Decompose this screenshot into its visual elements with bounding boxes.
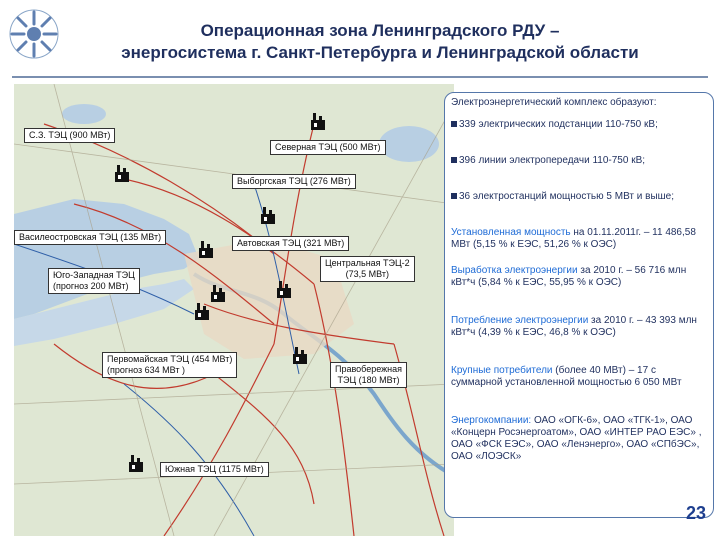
title-divider bbox=[12, 76, 708, 78]
power-plant-icon bbox=[128, 454, 144, 472]
bullet-icon bbox=[451, 121, 457, 127]
power-plant-icon bbox=[194, 302, 210, 320]
station-label-vasileostrovskaya: Василеостровская ТЭЦ (135 МВт) bbox=[14, 230, 166, 245]
power-plant-icon bbox=[198, 240, 214, 258]
bullet-icon bbox=[451, 157, 457, 163]
panel-item-major-consumers: Крупные потребители (более 40 МВт) – 17 с суммарной установленной мощностью 6 050 МВт bbox=[451, 365, 682, 388]
page-number: 23 bbox=[685, 503, 706, 523]
station-label-pervomayskaya: Первомайская ТЭЦ (454 МВт) (прогноз 634 МВт ) bbox=[102, 352, 237, 378]
power-plant-icon bbox=[292, 346, 308, 364]
station-label-pravoberezhnaya: Правобережная ТЭЦ (180 МВт) bbox=[330, 362, 407, 388]
station-label-centralnaya-2: Центральная ТЭЦ-2 (73,5 МВт) bbox=[320, 256, 415, 282]
station-label-sz-tec: С.З. ТЭЦ (900 МВт) bbox=[24, 128, 115, 143]
bullet-icon bbox=[451, 193, 457, 199]
panel-item-lines: 396 линии электропередачи 110-750 кВ; bbox=[451, 155, 707, 167]
panel-item-power-stations: 36 электростанций мощностью 5 МВт и выше; bbox=[451, 191, 707, 203]
power-plant-icon bbox=[276, 280, 292, 298]
station-label-vyborgskaya: Выборгская ТЭЦ (276 МВт) bbox=[232, 174, 356, 189]
info-panel bbox=[444, 92, 714, 518]
energy-system-map bbox=[14, 84, 454, 536]
panel-item-installed-capacity: Установленная мощность на 01.11.2011г. – 11 486,58 МВт (5,15 % к ЕЭС, 51,26 % к ОЭС) bbox=[451, 227, 696, 250]
panel-heading: Электроэнергетический комплекс образуют: bbox=[451, 97, 657, 108]
station-label-yugo-zapadnaya: Юго-Западная ТЭЦ (прогноз 200 МВт) bbox=[48, 268, 140, 294]
station-label-yuzhnaya: Южная ТЭЦ (1175 МВт) bbox=[160, 462, 269, 477]
panel-item-consumption: Потребление электроэнергии за 2010 г. – 43 393 млн кВт*ч (4,39 % к ЕЭС, 46,8 % к ОЭС) bbox=[451, 315, 697, 338]
station-label-avtovskaya: Автовская ТЭЦ (321 МВт) bbox=[232, 236, 349, 251]
slide-title: Операционная зона Ленинградского РДУ – энергосистема г. Санкт-Петербурга и Ленинградской области bbox=[121, 21, 639, 62]
panel-item-substations: 339 электрических подстанции 110-750 кВ; bbox=[451, 119, 707, 131]
company-logo-icon bbox=[8, 8, 60, 60]
power-plant-icon bbox=[114, 164, 130, 182]
panel-item-generation: Выработка электроэнергии за 2010 г. – 56 716 млн кВт*ч (5,84 % к ЕЭС, 55,95 % к ОЭС) bbox=[451, 265, 687, 288]
power-plant-icon bbox=[260, 206, 276, 224]
power-plant-icon bbox=[310, 112, 326, 130]
power-plant-icon bbox=[210, 284, 226, 302]
station-label-severnaya: Северная ТЭЦ (500 МВт) bbox=[270, 140, 386, 155]
panel-item-energy-companies: Энергокомпании: ОАО «ОГК-6», ОАО «ТГК-1», ОАО «Концерн Росэнергоатом», ОАО «ИНТЕР РАО ЕЭС» , ОАО «ФСК ЕЭС», ОАО «Ленэнерго», ОАО «СПбЭС», ОАО «ЛОЭСК» bbox=[451, 415, 702, 462]
